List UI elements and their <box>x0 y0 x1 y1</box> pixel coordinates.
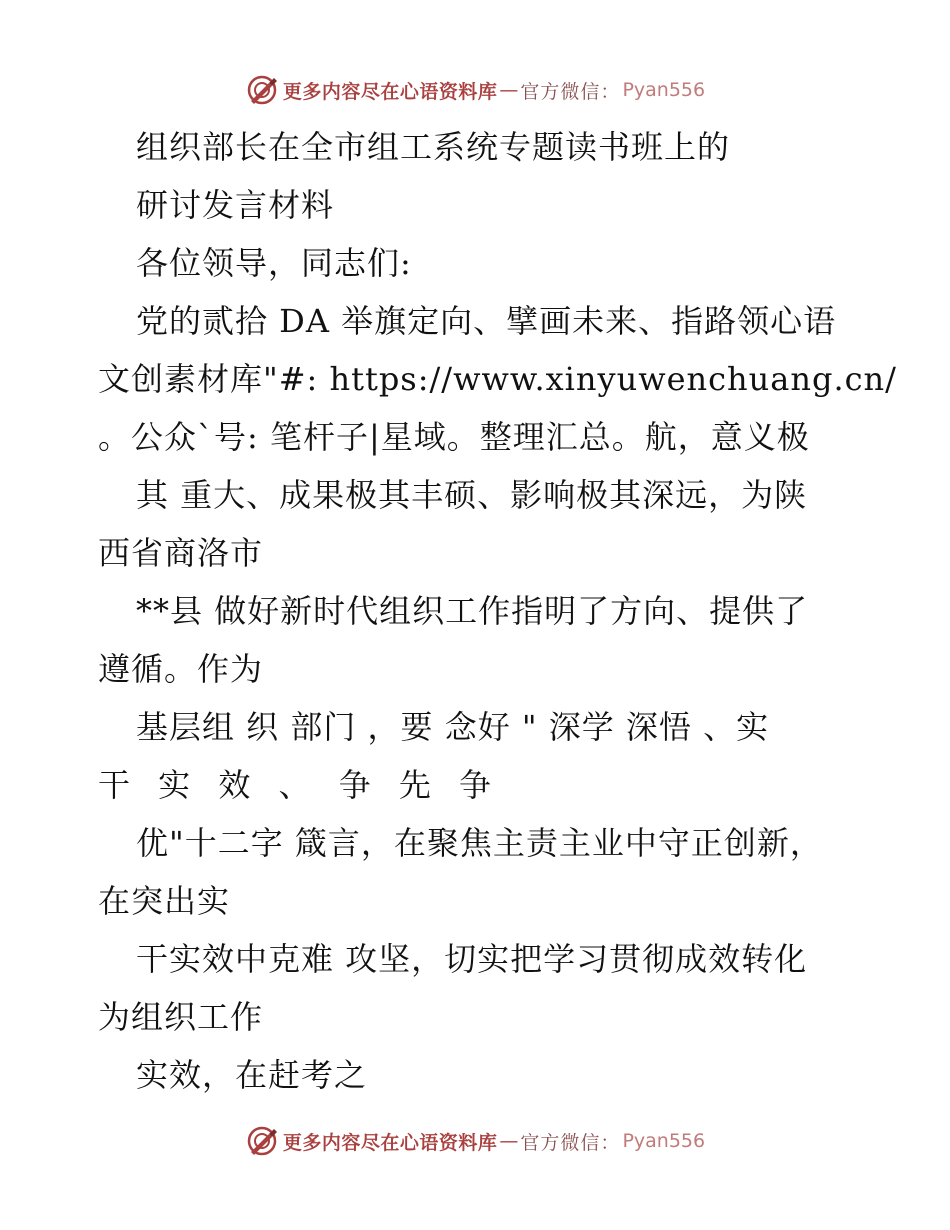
doc-title-line-2: 研讨发言材料 <box>136 186 335 224</box>
watermark-footer <box>0 1123 950 1159</box>
doc-line: 。公众`号: 笔杆子|星域。整理汇总。航，意义极 <box>98 418 810 456</box>
watermark-separator: — <box>499 79 519 101</box>
watermark-wechat-id: Pyan556 <box>622 1130 706 1152</box>
doc-line: 实效，在赶考之 <box>136 1056 368 1094</box>
doc-line: 党的贰拾 DA 举旗定向、擘画未来、指路领心语 <box>136 302 837 340</box>
watermark-brand: 更多内容尽在心语资料库 <box>282 80 498 103</box>
doc-line: 文创素材库"#: https://www.xinyuwenchuang.cn/ <box>98 360 897 398</box>
doc-line: 干 实 效 、 争 先 争 <box>98 766 501 804</box>
watermark-wechat-id: Pyan556 <box>622 79 706 101</box>
doc-line: **县 做好新时代组织工作指明了方向、提供了 <box>136 592 809 630</box>
doc-line: 基层组 织 部门 ，要 念好 " 深学 深悟 、实 <box>136 708 770 746</box>
watermark-brand: 更多内容尽在心语资料库 <box>282 1131 498 1154</box>
doc-line: 在突出实 <box>98 882 231 920</box>
doc-line: 遵循。作为 <box>98 650 264 688</box>
watermark-separator: — <box>499 1130 519 1152</box>
pen-logo-icon <box>245 73 279 107</box>
doc-line: 优"十二字 箴言，在聚焦主责主业中守正创新， <box>136 824 823 862</box>
doc-salutation: 各位领导，同志们: <box>136 244 412 282</box>
watermark-official-label: 官方微信： <box>520 1131 621 1154</box>
doc-line: 其 重大、成果极其丰硕、影响极其深远，为陕 <box>136 476 808 514</box>
pen-logo-icon <box>245 1124 279 1158</box>
watermark-official-label: 官方微信： <box>520 80 621 103</box>
doc-line: 西省商洛市 <box>98 534 264 572</box>
watermark-header <box>0 72 950 108</box>
doc-line: 干实效中克难 攻坚，切实把学习贯彻成效转化 <box>136 940 808 978</box>
doc-title-line-1: 组织部长在全市组工系统专题读书班上的 <box>136 128 731 166</box>
doc-line: 为组织工作 <box>98 998 264 1036</box>
